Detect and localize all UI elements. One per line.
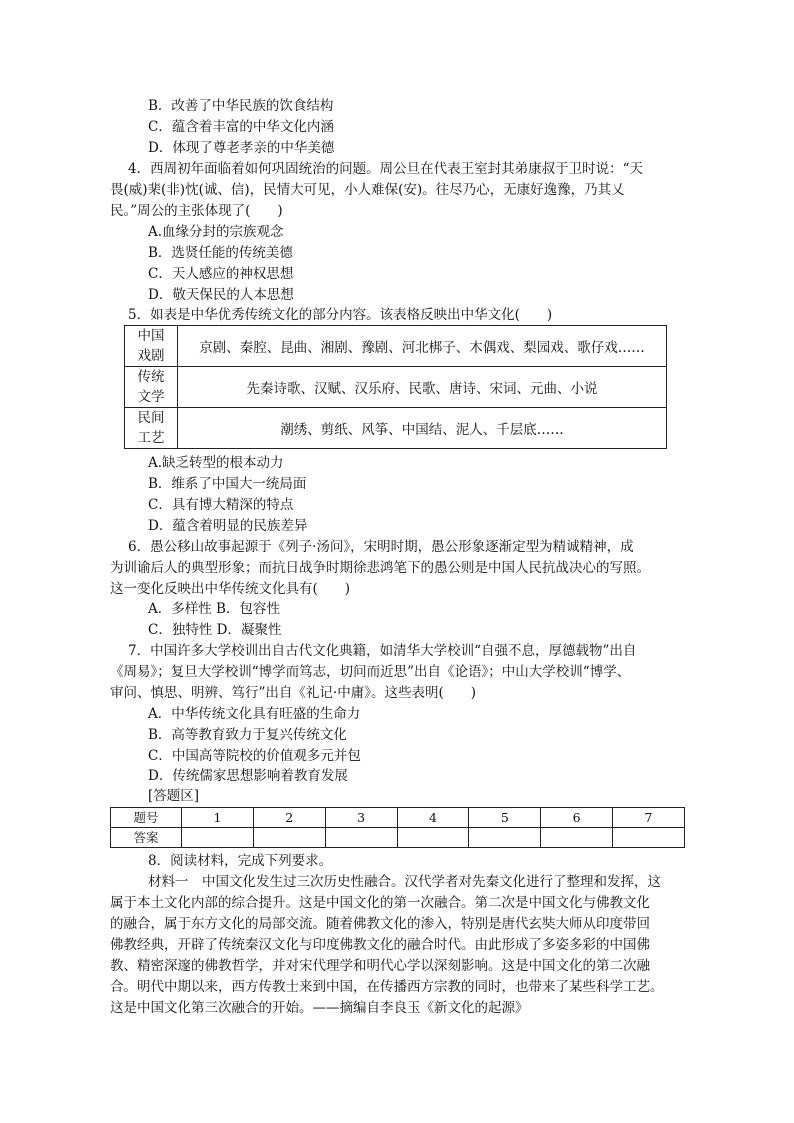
q8-material-line-4: 佛教经典，开辟了传统秦汉文化与印度佛教文化的融合时代。由此形成了多姿多彩的中国佛 (110, 937, 650, 953)
table-cell: 先秦诗歌、汉赋、汉乐府、民歌、唐诗、宋词、元曲、小说 (178, 367, 667, 408)
row-header-line: 工艺 (137, 430, 165, 446)
answer-cell[interactable] (541, 828, 613, 848)
question-number-cell: 3 (325, 808, 397, 828)
answer-cell[interactable] (253, 828, 325, 848)
q8-material-line-5: 教、精密深邃的佛教哲学，并对宋代理学和明代心学以深刻影响。这是中国文化的第二次融 (110, 958, 650, 974)
row-header-line: 中国 (137, 328, 165, 344)
answer-cell[interactable] (182, 828, 254, 848)
q5-option-d: D．蕴含着明显的民族差异 (148, 518, 308, 534)
row-header-line: 传统 (137, 369, 165, 385)
q7-option-a: A．中华传统文化具有旺盛的生命力 (148, 706, 361, 722)
answer-cell[interactable] (397, 828, 469, 848)
q8-material-line-3: 的融合，属于东方文化的局部交流。随着佛教文化的渗入，特别是唐代玄奘大师从印度带回 (110, 916, 650, 932)
answer-label: 答案 (111, 828, 182, 848)
table-row (125, 326, 667, 367)
answer-cell[interactable] (469, 828, 541, 848)
table-row (125, 367, 667, 408)
q4-stem-line-2: 畏(威)棐(非)忱(诚、信)，民情大可见，小人难保(安)。往尽乃心，无康好逸豫，乃其乂 (110, 182, 625, 198)
q7-option-d: D．传统儒家思想影响着教育发展 (148, 768, 348, 784)
question-number-cell: 7 (613, 808, 685, 828)
table-cell: 潮绣、剪纸、风筝、中国结、泥人、千层底…… (178, 408, 667, 449)
table-cell: 京剧、秦腔、昆曲、湘剧、豫剧、河北梆子、木偶戏、梨园戏、歌仔戏…… (178, 326, 667, 367)
q8-stem: 8．阅读材料，完成下列要求。 (148, 853, 333, 869)
q5-option-b: B．维系了中国大一统局面 (148, 476, 307, 492)
q3-option-c: C．蕴含着丰富的中华文化内涵 (148, 119, 334, 135)
q7-option-c: C．中国高等院校的价值观多元并包 (148, 748, 361, 764)
question-number-cell: 5 (469, 808, 541, 828)
q4-option-d: D．敬天保民的人本思想 (148, 287, 294, 303)
table-row-header (125, 367, 178, 408)
q4-stem-line-1: 4．西周初年面临着如何巩固统治的问题。周公旦在代表王室封其弟康叔于卫时说：“天 (128, 161, 643, 177)
q8-material-line-2: 属于本土文化内部的综合提升。这是中国文化的第一次融合。第二次是中国文化与佛教文化 (110, 895, 650, 911)
answer-area-title: [答题区] (148, 788, 200, 804)
q6-options-cd: C．独特性 D．凝聚性 (148, 622, 282, 638)
q5-culture-table (124, 325, 667, 449)
q5-option-a: A.缺乏转型的根本动力 (148, 455, 284, 471)
table-row (111, 828, 685, 848)
q6-stem-line-2: 为训谕后人的典型形象；而抗日战争时期徐悲鸿笔下的愚公则是中国人民抗战决心的写照。 (110, 560, 650, 576)
q4-option-a: A.血缘分封的宗族观念 (148, 224, 284, 240)
table-row (125, 408, 667, 449)
q4-stem-line-3: 民。”周公的主张体现了( ) (110, 203, 283, 219)
answer-table (110, 807, 685, 848)
q7-option-b: B．高等教育致力于复兴传统文化 (148, 727, 347, 743)
table-row-header (125, 408, 178, 449)
row-header-line: 民间 (137, 410, 165, 426)
q6-options-ab: A．多样性 B．包容性 (148, 601, 280, 617)
question-number-cell: 1 (182, 808, 254, 828)
table-row (111, 808, 685, 828)
q6-stem-line-3: 这一变化反映出中华传统文化具有( ) (110, 581, 351, 597)
question-number-label: 题号 (111, 808, 182, 828)
q7-stem-line-3: 审问、慎思、明辨、笃行”出自《礼记·中庸》。这些表明( ) (110, 685, 476, 701)
q5-stem: 5．如表是中华优秀传统文化的部分内容。该表格反映出中华文化( ) (128, 307, 553, 323)
table-row-header (125, 326, 178, 367)
question-number-cell: 6 (541, 808, 613, 828)
answer-cell[interactable] (325, 828, 397, 848)
question-number-cell: 2 (253, 808, 325, 828)
row-header-line: 文学 (137, 389, 165, 405)
q4-option-c: C．天人感应的神权思想 (148, 266, 294, 282)
q3-option-d: D．体现了尊老孝亲的中华美德 (148, 140, 335, 156)
q8-material-line-7: 这是中国文化第三次融合的开始。——摘编自李良玉《新文化的起源》 (110, 1000, 529, 1016)
question-number-cell: 4 (397, 808, 469, 828)
q8-material-line-1: 材料一 中国文化发生过三次历史性融合。汉代学者对先秦文化进行了整理和发挥，这 (148, 874, 661, 890)
q7-stem-line-2: 《周易》；复旦大学校训“博学而笃志，切问而近思”出自《论语》；中山大学校训“博学、 (110, 664, 631, 680)
q3-option-b: B．改善了中华民族的饮食结构 (148, 98, 334, 114)
q7-stem-line-1: 7．中国许多大学校训出自古代文化典籍，如清华大学校训“自强不息，厚德载物”出自 (128, 643, 637, 659)
row-header-line: 戏剧 (137, 348, 165, 364)
answer-cell[interactable] (613, 828, 685, 848)
q6-stem-line-1: 6．愚公移山故事起源于《列子·汤问》，宋明时期，愚公形象逐渐定型为精诚精神，成 (128, 539, 634, 555)
q8-material-line-6: 合。明代中期以来，西方传教士来到中国，在传播西方宗教的同时，也带来了某些科学工艺。 (110, 979, 664, 995)
q5-option-c: C．具有博大精深的特点 (148, 497, 294, 513)
q4-option-b: B．选贤任能的传统美德 (148, 245, 293, 261)
